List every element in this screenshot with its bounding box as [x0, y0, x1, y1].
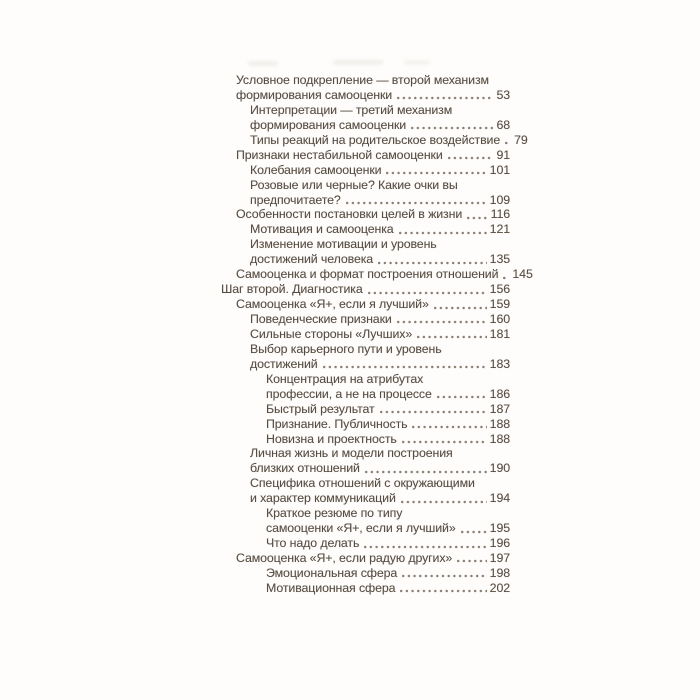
toc-entry-title: Новизна и проектность — [266, 431, 397, 446]
toc-entry — [221, 252, 510, 267]
toc-entry-title: Типы реакций на родительское воздействие — [250, 132, 501, 147]
toc-entry — [221, 103, 510, 118]
toc-entry — [221, 222, 510, 237]
dot-leader — [461, 530, 487, 534]
toc-entry — [221, 267, 533, 282]
dot-leader — [365, 470, 487, 474]
toc-entry-page-number: 187 — [489, 401, 510, 416]
toc-entry-page-number: 190 — [489, 461, 510, 476]
dot-leader — [364, 545, 486, 549]
table-of-contents — [221, 73, 533, 596]
toc-entry-page-number: 68 — [496, 117, 510, 132]
toc-entry — [221, 207, 510, 222]
toc-entry — [221, 446, 510, 461]
toc-entry — [221, 372, 510, 387]
toc-entry — [221, 282, 510, 297]
toc-entry-title: Личная жизнь и модели построения — [250, 446, 453, 461]
toc-entry-title: достижений — [250, 356, 318, 371]
toc-entry — [221, 417, 510, 432]
dot-leader — [386, 171, 486, 175]
dot-leader — [434, 306, 487, 310]
dot-leader — [411, 126, 493, 130]
toc-entry-title: Концентрация на атрибутах — [266, 371, 424, 386]
dot-leader — [412, 425, 486, 429]
toc-entry-title: и характер коммуникаций — [250, 491, 396, 506]
dot-leader — [397, 320, 487, 324]
toc-entry-page-number: 145 — [512, 267, 533, 282]
toc-entry-title: Шаг второй. Диагностика — [221, 282, 363, 297]
toc-entry — [221, 193, 510, 208]
toc-entry-page-number: 196 — [489, 536, 510, 551]
toc-entry-page-number: 109 — [489, 192, 510, 207]
toc-entry-page-number: 53 — [496, 87, 510, 102]
toc-entry-page-number: 188 — [489, 416, 510, 431]
toc-entry-page-number: 156 — [489, 282, 510, 297]
toc-entry — [221, 461, 510, 476]
dot-leader — [503, 276, 509, 280]
toc-entry-page-number: 194 — [489, 491, 510, 506]
toc-entry-title: Интерпретации — третий механизм — [250, 102, 453, 117]
toc-entry-title: Мотивация и самооценка — [250, 222, 394, 237]
toc-entry — [221, 178, 510, 193]
toc-entry-title: Мотивационная сфера — [266, 580, 396, 595]
toc-entry-title: Специфика отношений с окружающими — [250, 476, 475, 491]
faded-print-fragment — [404, 60, 430, 65]
toc-entry — [221, 551, 510, 566]
toc-entry-title: Условное подкрепление — второй механизм — [236, 73, 489, 87]
toc-entry — [221, 402, 510, 417]
toc-entry — [221, 581, 510, 596]
toc-entry — [221, 132, 528, 148]
dot-leader — [378, 261, 487, 265]
faded-print-fragment — [248, 61, 278, 66]
dot-leader — [401, 500, 487, 504]
toc-entry-title: самооценки «Я+, если я лучший» — [266, 521, 456, 536]
toc-entry-page-number: 197 — [489, 551, 510, 565]
toc-entry — [221, 566, 510, 581]
toc-entry-page-number: 91 — [496, 147, 510, 162]
toc-entry-page-number: 186 — [489, 386, 510, 401]
faded-print-fragment — [333, 60, 383, 65]
toc-entry-title: Поведенческие признаки — [250, 312, 392, 326]
toc-entry-title: Признание. Публичность — [266, 416, 408, 431]
dot-leader — [467, 216, 487, 220]
toc-entry-title: Изменение мотивации и уровень — [250, 237, 437, 252]
dot-leader — [323, 365, 487, 369]
toc-entry-page-number: 135 — [489, 252, 510, 267]
toc-entry — [221, 432, 510, 447]
toc-entry-title: Краткое резюме по типу — [266, 506, 403, 521]
toc-entry — [221, 521, 510, 536]
toc-entry-title: Эмоциональная сфера — [266, 565, 398, 580]
dot-leader — [399, 231, 487, 235]
toc-entry — [221, 312, 510, 327]
dot-leader — [417, 335, 487, 339]
toc-entry — [221, 491, 510, 506]
toc-entry-title: близких отношений — [250, 461, 360, 476]
toc-entry-page-number: 159 — [489, 297, 510, 312]
toc-entry — [221, 387, 510, 402]
toc-entry-title: Особенности постановки целей в жизни — [236, 207, 463, 222]
toc-entry-page-number: 202 — [489, 580, 510, 595]
dot-leader — [346, 201, 487, 205]
dot-leader — [397, 96, 493, 100]
dot-leader — [400, 589, 486, 593]
toc-entry-title: формирования самооценки — [236, 87, 393, 102]
toc-entry-title: Выбор карьерного пути и уровень — [250, 341, 442, 356]
toc-entry-page-number: 160 — [489, 312, 510, 326]
dot-leader — [448, 156, 494, 160]
toc-entry — [221, 73, 510, 88]
toc-entry — [221, 327, 510, 342]
toc-entry-title: Сильные стороны «Лучших» — [250, 326, 413, 341]
toc-entry-page-number: 121 — [489, 222, 510, 237]
dot-leader — [402, 574, 486, 578]
dot-leader — [505, 141, 511, 145]
toc-entry-title: Колебания самооценки — [250, 162, 382, 177]
toc-entry-title: достижений человека — [250, 252, 374, 267]
toc-entry-title: Самооценка и формат построения отношений — [236, 267, 499, 282]
dot-leader — [457, 559, 486, 563]
toc-entry-page-number: 181 — [489, 326, 510, 341]
dot-leader — [380, 410, 487, 414]
toc-entry-page-number: 198 — [489, 565, 510, 580]
toc-entry — [221, 536, 510, 551]
toc-entry-title: профессии, а не на процессе — [266, 386, 432, 401]
toc-entry-title: Розовые или черные? Какие очки вы — [250, 177, 458, 192]
toc-entry — [221, 237, 510, 252]
toc-entry-title: Что надо делать — [266, 536, 360, 551]
toc-entry-title: предпочитаете? — [250, 192, 341, 207]
toc-entry-title: Быстрый результат — [266, 401, 375, 416]
toc-entry-title: Самооценка «Я+, если радую других» — [236, 551, 453, 565]
dot-leader — [437, 395, 487, 399]
toc-entry — [221, 148, 510, 163]
toc-entry-page-number: 188 — [489, 431, 510, 446]
dot-leader — [368, 291, 487, 295]
toc-entry-page-number: 183 — [489, 356, 510, 371]
toc-entry — [221, 88, 510, 103]
toc-entry — [221, 506, 510, 521]
toc-entry — [221, 118, 510, 133]
toc-entry-title: Признаки нестабильной самооценки — [236, 147, 443, 162]
toc-entry — [221, 357, 510, 372]
toc-entry — [221, 297, 510, 312]
toc-entry-page-number: 116 — [490, 207, 510, 222]
toc-entry — [221, 163, 510, 178]
toc-entry-page-number: 101 — [489, 162, 510, 177]
toc-entry — [221, 476, 510, 491]
toc-entry-page-number: 195 — [489, 521, 510, 536]
toc-entry-title: Самооценка «Я+, если я лучший» — [236, 297, 429, 312]
toc-entry-title: формирования самооценки — [250, 117, 407, 132]
toc-entry — [221, 342, 510, 357]
dot-leader — [402, 440, 487, 444]
toc-entry-page-number: 79 — [514, 132, 528, 147]
